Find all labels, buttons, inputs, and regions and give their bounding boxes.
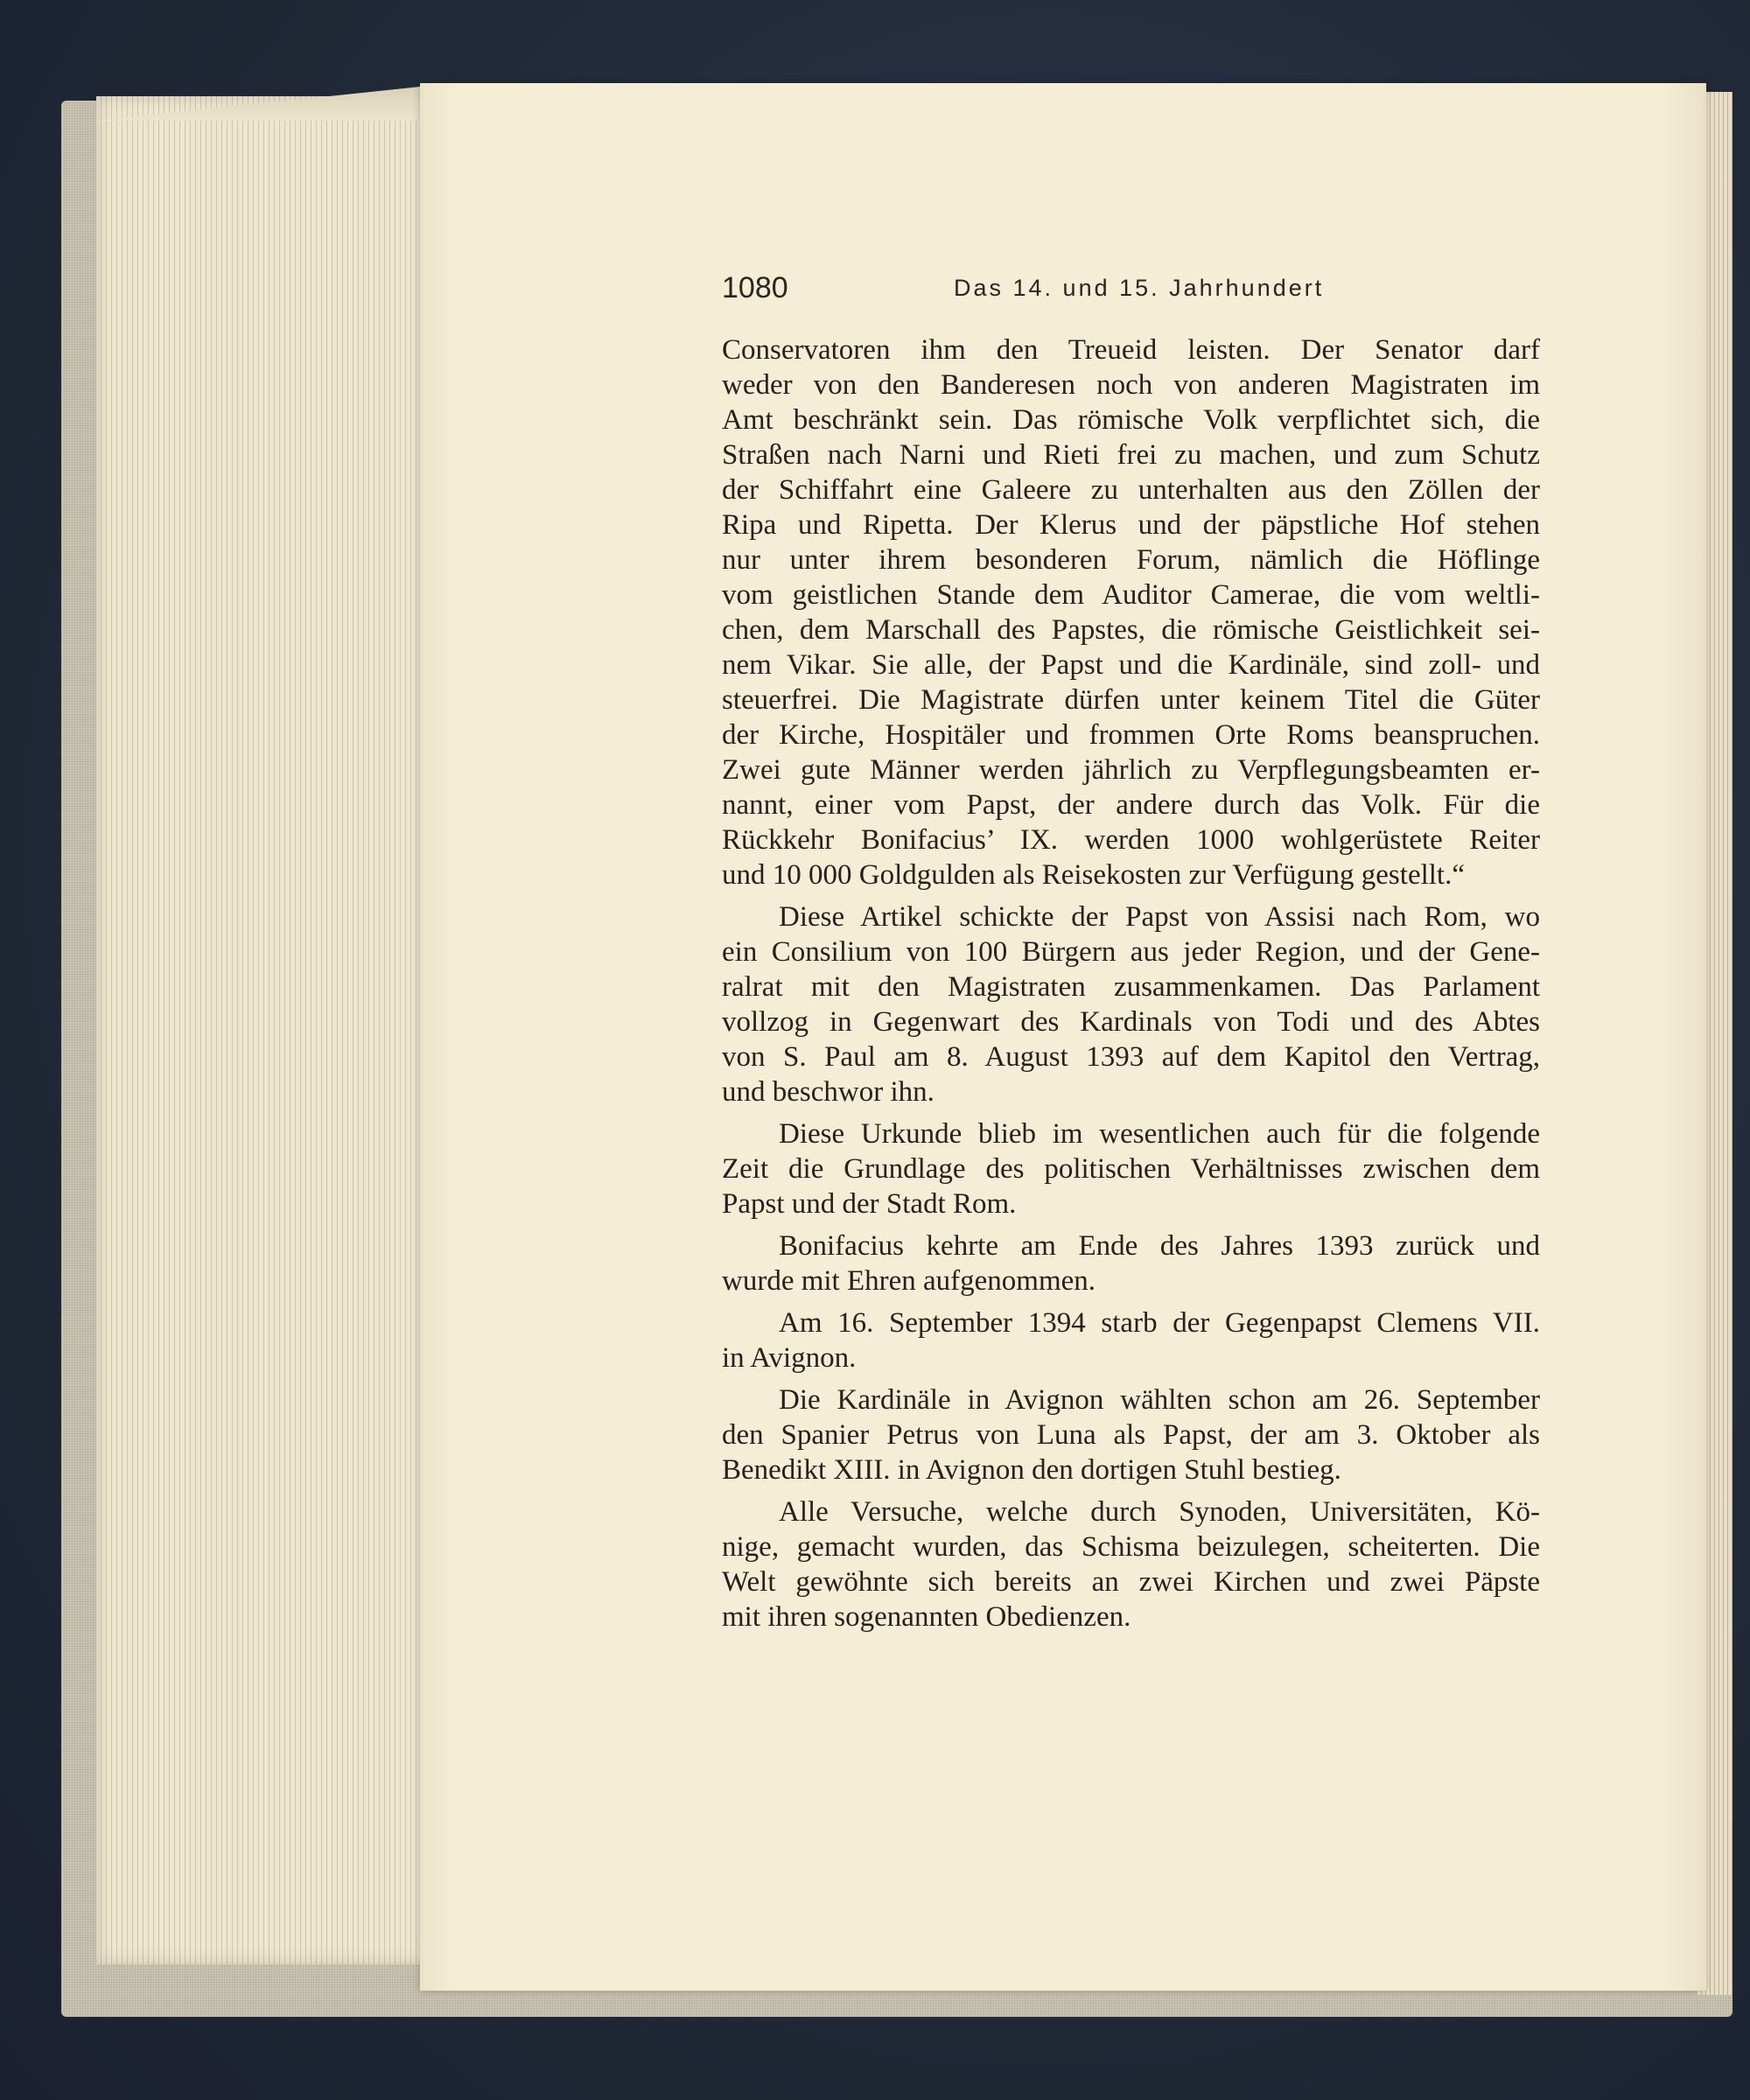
text-line: Amt beschränkt sein. Das römische Volk verpflichtet sich, die (722, 404, 1540, 436)
paragraph (722, 1382, 1540, 1488)
text-line: vollzog in Gegenwart des Kardinals von Todi und des Abtes (722, 1006, 1540, 1038)
paragraph (722, 900, 1540, 1110)
text-line: in Avignon. (722, 1342, 857, 1374)
book-page (420, 83, 1706, 1991)
text-line: Zwei gute Männer werden jährlich zu Verpflegungsbeamten er- (722, 754, 1540, 786)
text-line: Rückkehr Bonifacius’ IX. werden 1000 wohlgerüstete Reiter (722, 824, 1540, 856)
text-line: vom geistlichen Stande dem Auditor Camerae, die vom weltli- (722, 579, 1540, 611)
paragraph (722, 1228, 1540, 1298)
page-edges-left (96, 96, 429, 1964)
text-line: Bonifacius kehrte am Ende des Jahres 1393 zurück und (779, 1230, 1540, 1262)
text-line: Die Kardinäle in Avignon wählten schon am 26. September (779, 1384, 1540, 1416)
text-line: nem Vikar. Sie alle, der Papst und die Kardinäle, sind zoll- und (722, 649, 1540, 681)
text-line: von S. Paul am 8. August 1393 auf dem Kapitol den Vertrag, (722, 1041, 1540, 1073)
text-line: Diese Artikel schickte der Papst von Assisi nach Rom, wo (779, 901, 1540, 933)
text-line: nur unter ihrem besonderen Forum, nämlich die Höflinge (722, 544, 1540, 576)
text-line: ein Consilium von 100 Bürgern aus jeder Region, und der Gene- (722, 936, 1540, 968)
text-line: den Spanier Petrus von Luna als Papst, der am 3. Oktober als (722, 1419, 1540, 1451)
text-line: weder von den Banderesen noch von anderen Magistraten im (722, 369, 1540, 401)
text-line: Conservatoren ihm den Treueid leisten. Der Senator darf (722, 334, 1540, 366)
body-text (722, 332, 1540, 1642)
text-line: chen, dem Marschall des Papstes, die römische Geistlichkeit sei- (722, 614, 1540, 646)
page-number: 1080 (722, 271, 788, 304)
text-line: Diese Urkunde blieb im wesentlichen auch für die folgende (779, 1118, 1540, 1150)
text-line: Alle Versuche, welche durch Synoden, Universitäten, Kö- (779, 1496, 1540, 1528)
text-line: Zeit die Grundlage des politischen Verhältnisses zwischen dem (722, 1153, 1540, 1185)
text-line: Ripa und Ripetta. Der Klerus und der päpstliche Hof stehen (722, 509, 1540, 541)
text-line: Benedikt XIII. in Avignon den dortigen Stuhl bestieg. (722, 1454, 1341, 1486)
text-line: mit ihren sogenannten Obedienzen. (722, 1601, 1131, 1633)
paragraph (722, 332, 1540, 892)
text-line: steuerfrei. Die Magistrate dürfen unter keinem Titel die Güter (722, 684, 1540, 716)
text-line: Papst und der Stadt Rom. (722, 1188, 1017, 1220)
text-line: und 10 000 Goldgulden als Reisekosten zur Verfügung gestellt.“ (722, 859, 1465, 891)
paragraph (722, 1116, 1540, 1222)
paragraph (722, 1306, 1540, 1376)
text-line: Welt gewöhnte sich bereits an zwei Kirchen und zwei Päpste (722, 1566, 1540, 1598)
text-line: der Kirche, Hospitäler und frommen Orte Roms beanspruchen. (722, 719, 1540, 751)
text-line: ralrat mit den Magistraten zusammenkamen. Das Parlament (722, 971, 1540, 1003)
text-line: der Schiffahrt eine Galeere zu unterhalten aus den Zöllen der (722, 474, 1540, 506)
chapter-title: Das 14. und 15. Jahrhundert (954, 275, 1325, 301)
text-line: nige, gemacht wurden, das Schisma beizulegen, scheiterten. Die (722, 1531, 1540, 1563)
running-head (722, 271, 1334, 315)
text-line: nannt, einer vom Papst, der andere durch das Volk. Für die (722, 789, 1540, 821)
text-line: Am 16. September 1394 starb der Gegenpapst Clemens VII. (779, 1307, 1540, 1339)
paragraph (722, 1494, 1540, 1634)
text-line: und beschwor ihn. (722, 1076, 934, 1108)
text-line: Straßen nach Narni und Rieti frei zu machen, und zum Schutz (722, 439, 1540, 471)
text-line: wurde mit Ehren aufgenommen. (722, 1265, 1096, 1297)
